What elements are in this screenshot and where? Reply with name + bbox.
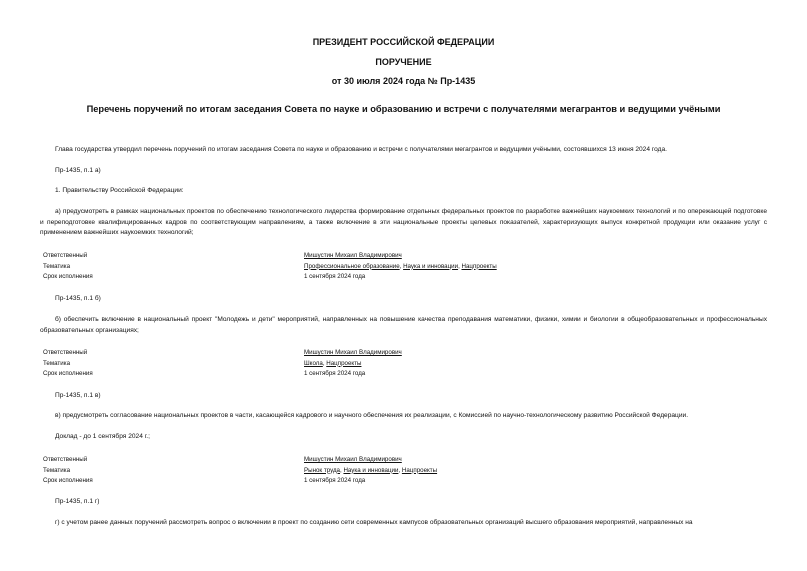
- topic-link[interactable]: Нацпроекты: [326, 359, 362, 367]
- document-date-number: от 30 июля 2024 года № Пр-1435: [331, 76, 476, 86]
- deadline-label: Срок исполнения: [43, 477, 93, 484]
- deadline-label: Срок исполнения: [43, 273, 93, 280]
- topic-label: Тематика: [43, 466, 71, 474]
- item-text: в) предусмотреть согласование национальных проектов в части, касающейся кадрового и научного обеспечения их реализации, с Комиссией по научно-технологическому развитию Российской Федерации.: [55, 412, 689, 419]
- item-ref: Пр-1435, п.1 г): [55, 498, 100, 505]
- deadline-value: 1 сентября 2024 года: [304, 477, 366, 484]
- topic-link[interactable]: Профессиональное образование: [304, 262, 400, 270]
- responsible-link[interactable]: Мишустин Михаил Владимирович: [304, 456, 402, 463]
- topic-link[interactable]: Наука и инновации: [403, 262, 459, 270]
- intro-paragraph: Глава государства утвердил перечень поручений по итогам заседания Совета по науке и образованию и встречи с получателями мегагрантов и ведущими учёными, состоявшихся 13 июня 2024 года.: [55, 146, 667, 153]
- item-ref: Пр-1435, п.1 б): [55, 295, 101, 302]
- document-type: ПОРУЧЕНИЕ: [375, 57, 432, 67]
- item-meta: Ответственный Мишустин Михаил Владимирович Тематика Профессиональное образование, Наука и инновации, Нацпроекты Срок исполнения 1 сентября 2024 года: [43, 252, 497, 280]
- topic-link[interactable]: Нацпроекты: [401, 466, 438, 474]
- responsible-link[interactable]: Мишустин Михаил Владимирович: [304, 252, 402, 259]
- topic-label: Тематика: [43, 359, 71, 367]
- item-ref: Пр-1435, п.1 в): [55, 392, 101, 399]
- item-meta: Ответственный Мишустин Михаил Владимирович Тематика Школа, Нацпроекты Срок исполнения 1 сентября 2024 года: [43, 349, 402, 377]
- topic-link[interactable]: Наука и инновации: [343, 466, 399, 474]
- deadline-value: 1 сентября 2024 года: [304, 273, 366, 280]
- responsible-label: Ответственный: [43, 252, 88, 259]
- item-meta: Ответственный Мишустин Михаил Владимирович Тематика Рынок труда, Наука и инновации, Нацпроекты Срок исполнения 1 сентября 2024 года: [43, 456, 438, 484]
- item-text: б) обеспечить включение в национальный проект "Молодежь и дети" мероприятий, направленных на повышение качества преподавания математики, физики, химии и биологии в общеобразовательных и профессиональных образовательных организациях;: [40, 316, 767, 334]
- item-text: г) с учетом ранее данных поручений рассмотреть вопрос о включении в проект по созданию сети современных кампусов образовательных организаций высшего образования мероприятий, направленных на: [55, 519, 693, 526]
- section-heading: 1. Правительству Российской Федерации:: [55, 187, 184, 194]
- deadline-value: 1 сентября 2024 года: [304, 370, 366, 377]
- responsible-label: Ответственный: [43, 349, 88, 356]
- deadline-label: Срок исполнения: [43, 370, 93, 377]
- topic-link[interactable]: Школа: [304, 359, 323, 367]
- topic-label: Тематика: [43, 262, 71, 270]
- report-deadline: Доклад - до 1 сентября 2024 г.;: [55, 433, 150, 440]
- item-text: а) предусмотреть в рамках национальных проектов по обеспечению технологического лидерства формирование отдельных федеральных проектов по разработке важнейших наукоемких технологий и по опережающей подготовке и переподготовке квалифицированных кадров по соответствующим направлениям, а также включение в эти национальные проекты целевых показателей, характеризующих выпуск конкретной продукции или оказание услуг с применением важнейших наукоемких технологий;: [40, 208, 767, 236]
- document-title: Перечень поручений по итогам заседания Совета по науке и образованию и встречи с получателями мегагрантов и ведущими учёными: [86, 104, 721, 114]
- topic-link[interactable]: Рынок труда: [304, 466, 341, 474]
- responsible-label: Ответственный: [43, 456, 88, 463]
- item-ref: Пр-1435, п.1 а): [55, 167, 101, 174]
- responsible-link[interactable]: Мишустин Михаил Владимирович: [304, 349, 402, 356]
- issuing-authority: ПРЕЗИДЕНТ РОССИЙСКОЙ ФЕДЕРАЦИИ: [312, 37, 495, 47]
- topic-link[interactable]: Нацпроекты: [461, 262, 497, 270]
